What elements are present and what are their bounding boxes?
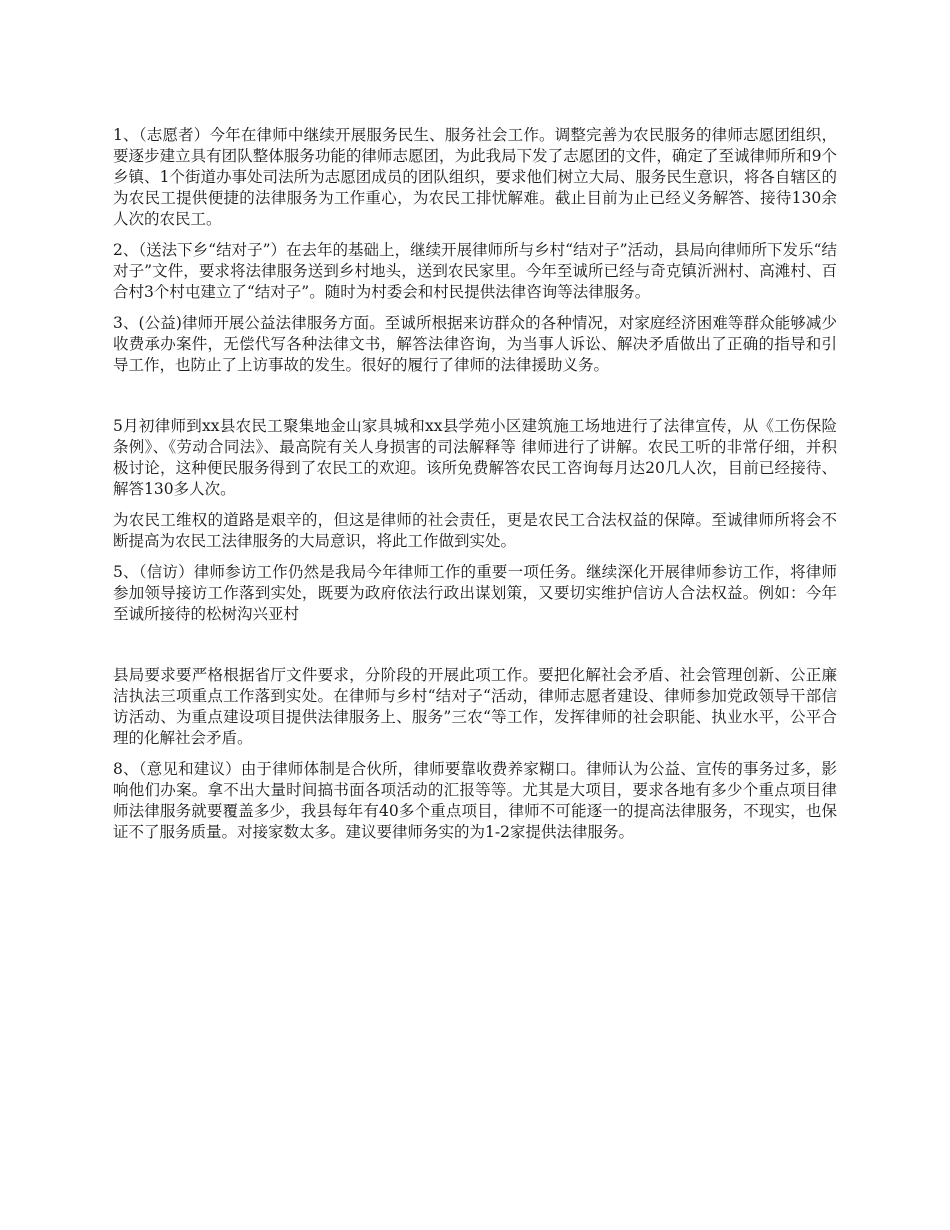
document-body: [113, 125, 837, 853]
paragraph-county-requirements: 县局要求要严格根据省厅文件要求，分阶段的开展此项工作。要把化解社会矛盾、社会管理创新、公正廉洁执法三项重点工作落到实处。在律师与乡村“结对子“活动，律师志愿者建设、律师参加党政领导干部信访活动、为重点建设项目提供法律服务上、服务”三农“等工作，发挥律师的社会职能、执业水平，公平合理的化解社会矛盾。: [113, 666, 837, 747]
paragraph-law-to-countryside: 2、（送法下乡“结对子”）在去年的基础上，继续开展律师所与乡村“结对子”活动，县局向律师所下发乐“结对子”文件，要求将法律服务送到乡村地头，送到农民家里。今年至诚所已经与奇克镇沂洲村、高滩村、百合村3个村屯建立了“结对子”。随时为村委会和村民提供法律咨询等法律服务。: [113, 241, 837, 301]
paragraph-volunteer: 1、（志愿者）今年在律师中继续开展服务民生、服务社会工作。调整完善为农民服务的律师志愿团组织，要逐步建立具有团队整体服务功能的律师志愿团，为此我局下发了志愿团的文件，确定了至诚律师所和9个乡镇、1个街道办事处司法所为志愿团成员的团队组织，要求他们树立大局、服务民生意识，将各自辖区的为农民工提供便捷的法律服务为工作重心，为农民工排忧解难。截止目前为止已经义务解答、接待130余人次的农民工。: [113, 126, 837, 228]
paragraph-suggestions: 8、（意见和建议）由于律师体制是合伙所，律师要靠收费养家糊口。律师认为公益、宣传的事务过多，影响他们办案。拿不出大量时间搞书面各项活动的汇报等等。尤其是大项目，要求各地有多少个重点项目律师法律服务就要覆盖多少，我县每年有40多个重点项目，律师不可能逐一的提高法律服务，不现实，也保证不了服务质量。对接家数太多。建议要律师务实的为1-2家提供法律服务。: [113, 760, 837, 841]
paragraph-public-welfare: 3、(公益)律师开展公益法律服务方面。至诚所根据来访群众的各种情况，对家庭经济困难等群众能够减少收费承办案件，无偿代写各种法律文书，解答法律咨询，为当事人诉讼、解决矛盾做出了正确的指导和引导工作，也防止了上访事故的发生。很好的履行了律师的法律援助义务。: [113, 314, 837, 374]
section-gap: [113, 386, 837, 416]
paragraph-migrant-workers-outreach: 5月初律师到xx县农民工聚集地金山家具城和xx县学苑小区建筑施工场地进行了法律宣传，从《工伤保险条例》、《劳动合同法》、最高院有关人身损害的司法解释等 律师进行了讲解。农民工听的非常仔细，并积极讨论，这种便民服务得到了农民工的欢迎。该所免费解答农民工咨询每月达20几人次，目前已经接待、解答130多人次。: [113, 417, 837, 498]
paragraph-migrant-workers-rights: 为农民工维权的道路是艰辛的，但这是律师的社会责任，更是农民工合法权益的保障。至诚律师所将会不断提高为农民工法律服务的大局意识，将此工作做到实处。: [113, 511, 837, 550]
paragraph-petition: 5、（信访）律师参访工作仍然是我局今年律师工作的重要一项任务。继续深化开展律师参访工作，将律师参加领导接访工作落到实处，既要为政府依法行政出谋划策，又要切实维护信访人合法权益。例如：今年至诚所接待的松树沟兴亚村: [113, 563, 837, 623]
section-gap: [113, 635, 837, 665]
